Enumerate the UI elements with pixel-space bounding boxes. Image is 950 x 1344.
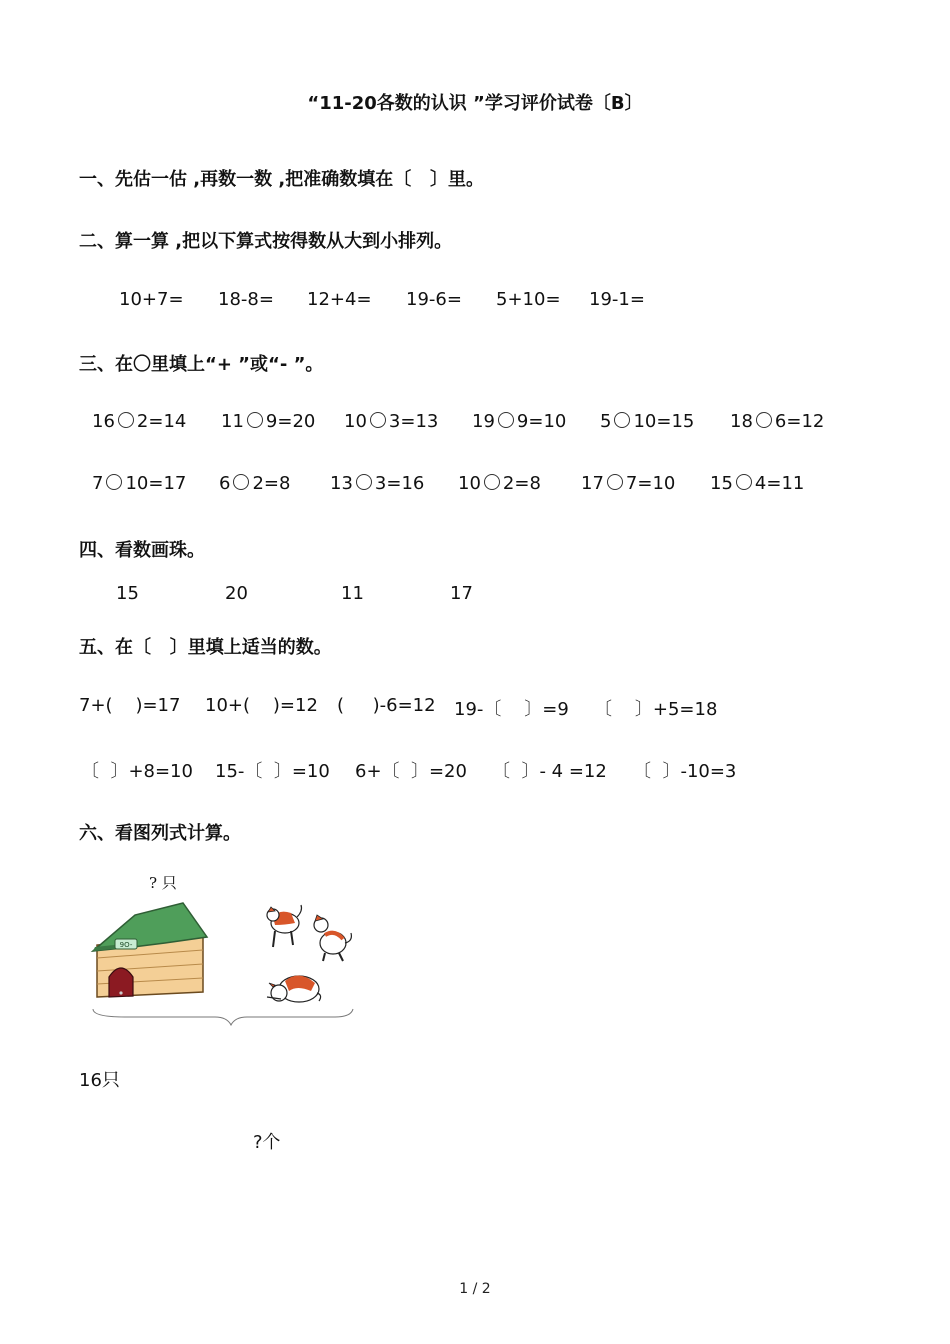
q2-expression: 12+4= [307,289,372,310]
answer-circle[interactable] [607,474,623,490]
dog-illustration [267,905,302,947]
dog-house-illustration [93,903,207,997]
q6-picture [85,895,365,1030]
page-title: “11-20各数的认识 ”学习评价试卷〔B〕 [307,93,643,114]
q6-heading: 六、看图列式计算。 [79,823,241,844]
q2-expression: 19-6= [406,289,462,310]
answer-circle[interactable] [233,474,249,490]
q5-equation: 15-〔 〕=10 [215,761,330,782]
q3-equation: 17 7=10 [581,473,676,494]
q5-equation: 〔 〕-10=3 [633,761,737,782]
q5-equation: 7+( )=17 [79,695,181,716]
q5-equation: 19-〔 〕=9 [454,699,569,720]
grouping-brace [93,1009,353,1025]
q3-equation: 10 2=8 [458,473,541,494]
q5-equation: 〔 〕+8=10 [81,761,193,782]
q1-heading: 一、先估一估 ,再数一数 ,把准确数填在〔 〕里。 [79,169,485,190]
answer-circle[interactable] [118,412,134,428]
q2-expression: 10+7= [119,289,184,310]
answer-circle[interactable] [736,474,752,490]
q3-equation: 19 9=10 [472,411,567,432]
q2-expression: 19-1= [589,289,645,310]
bead-number: 11 [341,583,364,604]
question-label: ? 只 [149,874,177,892]
total-label: 16只 [79,1070,120,1091]
answer-circle[interactable] [614,412,630,428]
q5-equation: 〔 〕+5=18 [594,699,718,720]
q4-heading: 四、看数画珠。 [79,540,205,561]
q3-heading: 三、在〇里填上“+ ”或“- ”。 [79,354,324,375]
answer-label: ?个 [253,1132,281,1153]
answer-circle[interactable] [756,412,772,428]
q5-equation: 〔 〕- 4 =12 [492,761,607,782]
q5-equation: ( )-6=12 [337,695,436,716]
answer-circle[interactable] [356,474,372,490]
dog-illustration [267,975,321,1002]
q5-equation: 10+( )=12 [205,695,318,716]
q5-equation: 6+〔 〕=20 [355,761,467,782]
q5-heading: 五、在〔 〕里填上适当的数。 [79,637,332,658]
q2-heading: 二、算一算 ,把以下算式按得数从大到小排列。 [79,231,453,252]
dog-illustration [314,915,351,961]
q3-equation: 18 6=12 [730,411,825,432]
answer-circle[interactable] [247,412,263,428]
answer-circle[interactable] [370,412,386,428]
answer-circle[interactable] [498,412,514,428]
svg-text:9O-: 9O- [119,941,133,949]
q2-expression: 5+10= [496,289,561,310]
q3-equation: 6 2=8 [219,473,291,494]
answer-circle[interactable] [106,474,122,490]
q3-equation: 10 3=13 [344,411,439,432]
answer-circle[interactable] [484,474,500,490]
bead-number: 17 [450,583,473,604]
q3-equation: 7 10=17 [92,473,187,494]
q3-equation: 11 9=20 [221,411,316,432]
q3-equation: 15 4=11 [710,473,805,494]
q3-equation: 13 3=16 [330,473,425,494]
q3-equation: 5 10=15 [600,411,695,432]
bead-number: 15 [116,583,139,604]
page-number: 1 / 2 [459,1281,491,1297]
bead-number: 20 [225,583,248,604]
q3-equation: 16 2=14 [92,411,187,432]
q2-expression: 18-8= [218,289,274,310]
